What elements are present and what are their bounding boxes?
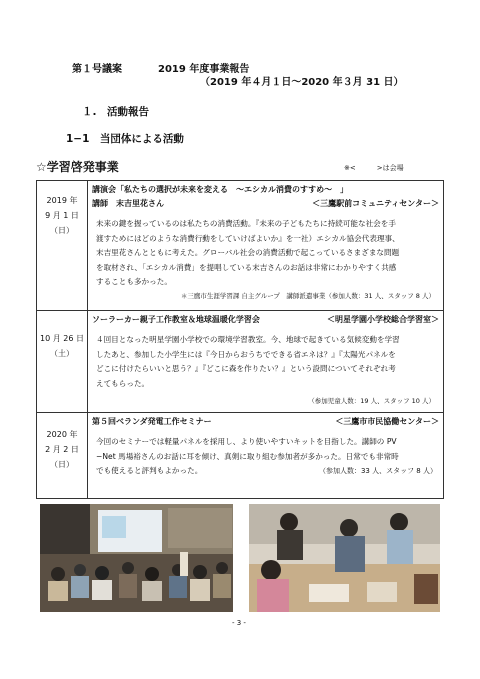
date-day: 10 月 26 日 <box>40 334 84 343</box>
event-text-line: 末吉里花さんとともに考えた。グローバル社会の消費活動で起こっているさまざまな問題 <box>96 248 400 258</box>
category-heading: ☆学習啓発事業 <box>36 160 119 174</box>
event-text-line: したあと、参加した小学生には『今日からおうちでできる省エネは？』『太陽光パネルを <box>96 349 396 359</box>
event-title-venue <box>88 311 443 327</box>
lecture-photo <box>40 504 233 612</box>
event-last-line <box>88 464 443 479</box>
event-title: ソーラーカー親子工作教室＆地球温暖化学習会 <box>92 315 260 324</box>
event-title-venue <box>88 413 443 429</box>
event-text-line: ４回目となった明星学園小学校での環境学習教室。今、地球で起きている気候変動を学習 <box>96 335 400 344</box>
event-note: ＊三鷹市生涯学習課 自主グループ 講師派遣事業（参加人数：31 人、スタッフ 8 人） <box>180 291 435 300</box>
event-date <box>37 181 88 311</box>
date-year: 2019 年 <box>46 196 78 205</box>
event-note: （参加児童人数：19 人、スタッフ 10 人） <box>308 397 435 406</box>
agenda-label: 第１号議案 <box>72 64 122 75</box>
event-date <box>37 311 88 413</box>
event-text-line: どこに付けたらいいと思う？』『どこに森を作りたい？』という設問についてそれぞれ考 <box>96 364 396 374</box>
event-text-line: えてもらった。 <box>96 378 150 388</box>
event-row <box>37 413 444 499</box>
report-title: 2019 年度事業報告 <box>158 64 250 75</box>
event-text-line: 今回のセミナーでは軽量パネルを採用し、より使いやすいキットを目指した。講師の PV <box>96 437 397 446</box>
event-text-line: を取材され、「エシカル消費」を提唱している末吉さんのお話は非常にわかりやすく共感 <box>96 262 397 272</box>
event-venue: ＜三鷹駅前コミュニティセンター＞ <box>312 199 439 208</box>
report-period: （2019 年４月１日～2020 年３月 31 日） <box>200 77 404 88</box>
event-text-line: することも多かった。 <box>96 277 172 287</box>
event-speaker: 講師 末吉里花さん <box>92 199 164 208</box>
event-content <box>88 181 444 311</box>
date-weekday: （日） <box>50 460 74 469</box>
events-table <box>36 180 444 499</box>
event-text-line: 渡すためにはどのような消費行動をしていけばよいか』を一社）エシカル協会代表理事、 <box>96 233 400 243</box>
date-day: 9 月 1 日 <box>45 211 79 220</box>
page-number: - 3 - <box>232 619 246 627</box>
event-venue: ＜三鷹市市民協働センター＞ <box>335 417 439 426</box>
venue-legend: ※< >は会場 <box>344 164 404 172</box>
event-row <box>37 181 444 311</box>
date-weekday: （土） <box>50 349 74 358</box>
event-date <box>37 413 88 499</box>
event-text-line: −Net 馬場裕さんのお話に耳を傾け、真剣に取り組む参加者が多かった。日常でも非常時 <box>96 451 399 461</box>
event-content <box>88 311 444 413</box>
event-venue: ＜明星学園小学校総合学習室＞ <box>327 315 439 324</box>
event-note: （参加人数：33 人、スタッフ 8 人） <box>318 467 437 476</box>
date-weekday: （日） <box>50 226 74 235</box>
event-content <box>88 413 444 499</box>
event-title: 講演会「私たちの選択が未来を変える ～エシカル消費のすすめ～ 」 <box>92 185 349 194</box>
section-heading: １. 活動報告 <box>82 106 149 118</box>
event-text-line: 未来の鍵を握っているのは私たちの消費活動。『未来の子どもたちに持続可能な社会を手 <box>96 219 396 228</box>
event-speaker-venue <box>88 197 443 211</box>
event-text-line: でも使えると評判もよかった。 <box>96 466 203 476</box>
date-year: 2020 年 <box>46 430 78 439</box>
date-day: 2 月 2 日 <box>45 445 79 454</box>
subsection-heading: 1−1 当団体による活動 <box>66 133 184 145</box>
event-row <box>37 311 444 413</box>
workshop-photo <box>249 504 440 612</box>
event-title: 第５回ベランダ発電工作セミナー <box>92 417 212 426</box>
